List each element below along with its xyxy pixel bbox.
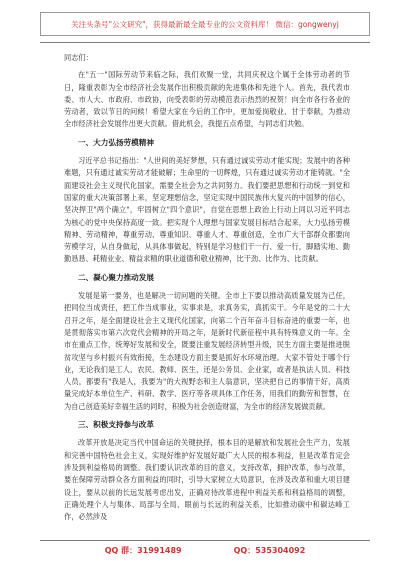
salutation: 同志们： <box>64 53 93 62</box>
footer-qq-number: QQ：535304092 <box>233 546 306 555</box>
header-divider <box>40 42 370 43</box>
section-heading-2: 二、凝心聚力推动发展 <box>78 272 154 282</box>
section-heading-3: 三、积极支持参与改革 <box>78 420 154 430</box>
section-heading-1: 一、大力弘扬劳模精神 <box>78 137 154 147</box>
header-banner <box>40 12 370 36</box>
section-paragraph: 改革开放是决定当代中国命运的关键抉择，根本目的是解放和发展社会生产力，发展和完善中国特色社会主义，实现好维护好发展好最广大人民的根本利益，但是改革肯定会涉及到利益格局的调整。我们要认识改革的目的意义，支持改革，拥护改革，参与改革，要在保障劳动群众各方面利益的同时，引导大家树立大局意识，在涉及改革和重大项目建设上，要从以前的长远发展考虑出发，正确对待改革进程中利益关系和利益格局的调整，正确处理个人与集体、局部与全局、眼前与长远的利益关系，比如推动碳中和碳达峰工作，必然涉及 <box>64 438 350 522</box>
document-body <box>64 52 350 523</box>
footer-divider <box>40 540 370 541</box>
header-banner-text: 关注头条号"公文研究"，获得最新最全最专业的公文资料库！ 微信：gongwenyj <box>71 19 339 29</box>
intro-paragraph: 在"五一"国际劳动节来临之际，我们欢聚一堂，共同庆祝这个属于全体劳动者的节日，隆重表彰为全市经济社会发展作出积极贡献的先进集体和先进个人。首先，我代表市委、市人大、市政府、市政协，向受表彰的劳动模范表示热烈的祝贺！向全市各行各业的劳动者，致以节日的问候！希望大家在今后的工作中，更加爱岗敬业、甘于奉献，为推动全市经济社会发展作出更大贡献。借此机会，我提五点希望，与同志们共勉。 <box>64 70 350 129</box>
section-paragraph: 发展是第一要务，也是解决一切问题的关键。全市上下要以推动高质量发展为己任，把同位当成责任，把工作当成事业，实事求是，求真务实，真抓实干。今年是党的二十大召开之年，是全面建设社会主义现代化国家，向第二个百年奋斗目标奋进的重要一年，也是贯彻落实市第六次党代会精神的开局之年，是新时代新征程中具有特殊意义的一年。全市在重点工作，统筹好发展和安全，既要注重发展经济转型升级，民生方面主要是推进脱贫攻坚与乡村振兴有效衔接，生态建设方面主要是抓好水环境治理。大家不管处于哪个行业，无论我们是工人、农民、教师、医生，还是公务员、企业家，或者是执法人员、科技人员，都要有"我是人，我要为"的大视野态和主人翁意识，坚决把自己的事情干好，高质量完成好本单位生产、科研、教学、医疗等各项具体工作任务，用我们的勤劳和智慧，在为自己创造美好幸福生活的同时，积极为社会创造财富，为全市的经济发展做贡献。 <box>64 291 350 411</box>
footer-qq-group: QQ 群：31991489 <box>104 546 182 555</box>
section-paragraph: 习近平总书记指出："人世间的美好梦想，只有通过诚实劳动才能实现；发展中的各种难题，只有通过诚实劳动才能破解；生命里的一切辉煌，只有通过诚实劳动才能铸就。"全面建设社会主义现代化国家，需要全社会为之共同努力。我们要把思想和行动统一到党和国家的重大决策部署上来，坚定理想信念，坚定实现中国民族伟大复兴的中国梦的信心，坚决捍卫"两个确立"，牢固树立"四个意识"，自觉在思想上政治上行动上同以习近平同志为核心的党中央保持高度一致。把实现个人理想与国家发展目标结合起来，大力弘扬劳模精神、劳动精神，尊重劳动、尊重知识、尊重人才、尊重创造，全市广大干部群众都要向劳模学习，从自身做起，从具体事做起，特别是学习他们干一行、爱一行，脚踏实地、勤勤恳恳、耗精业业、精益求精的职业道德和敬业精神，比干劲、比作为、比贡献。 <box>64 156 350 264</box>
footer <box>40 545 370 556</box>
